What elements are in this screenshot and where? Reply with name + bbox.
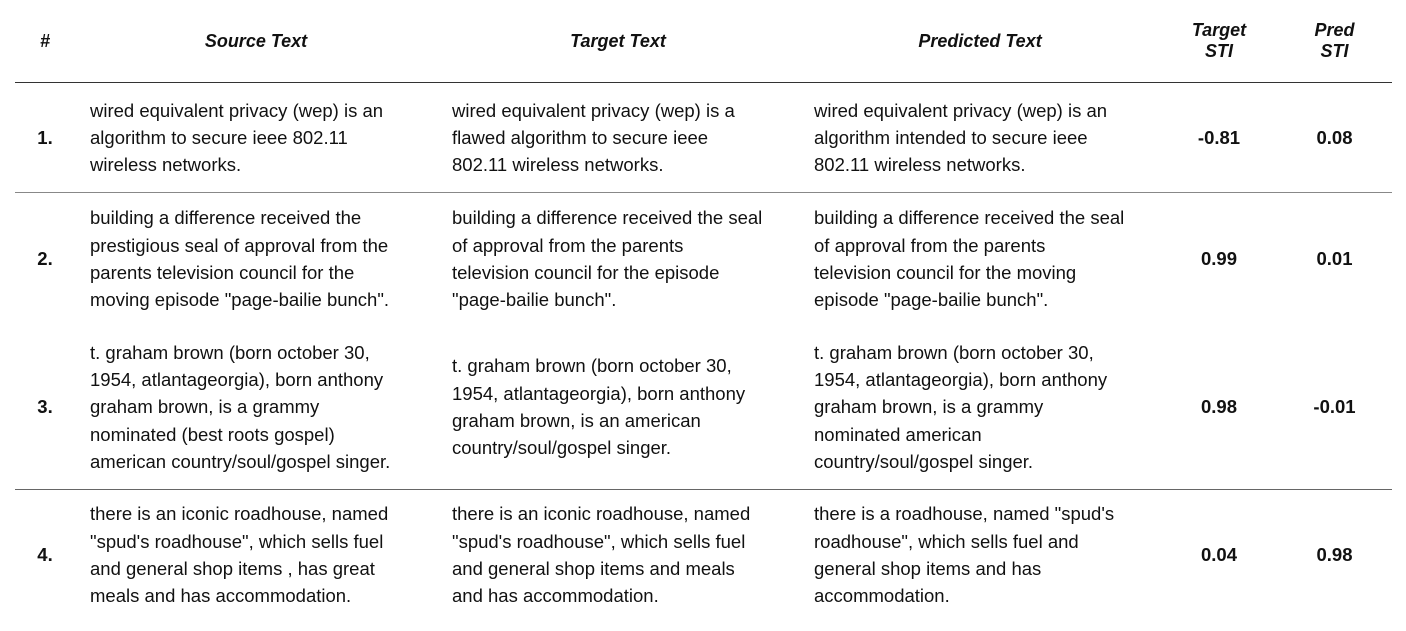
- text-line: country/soul/gospel singer.: [452, 437, 672, 459]
- target-text-cell: [437, 500, 799, 609]
- text-line: t. graham brown (born october 30,: [814, 341, 1094, 363]
- target-text-cell: [437, 204, 799, 313]
- text-line: wired equivalent privacy (wep) is an: [90, 99, 384, 121]
- text-line: general shop items and has: [814, 558, 1042, 579]
- text-line: building a difference received the: [90, 207, 362, 229]
- source-text-cell: [75, 339, 437, 475]
- target-sti-value: -0.81: [1197, 126, 1241, 148]
- text-line: of approval from the parents: [814, 234, 1046, 256]
- header-source-text: Source Text: [204, 30, 308, 51]
- text-line: parents television council for the: [90, 262, 355, 283]
- header-pred-sti-line2: STI: [1320, 41, 1349, 61]
- predicted-text-cell: [799, 500, 1161, 609]
- predicted-text-cell: [799, 204, 1161, 313]
- header-target-sti-line1: Target: [1191, 20, 1247, 40]
- header-target-sti: [1161, 20, 1277, 62]
- text-line: moving episode "page-bailie bunch".: [90, 289, 390, 311]
- text-line: wired equivalent privacy (wep) is an: [814, 99, 1108, 121]
- pred-sti-value: 0.08: [1316, 126, 1353, 148]
- text-line: algorithm intended to secure ieee: [814, 126, 1088, 148]
- text-line: graham brown, is an american: [452, 410, 701, 431]
- header-num: #: [39, 30, 50, 51]
- text-line: t. graham brown (born october 30,: [452, 355, 732, 377]
- text-line: 802.11 wireless networks.: [452, 154, 664, 176]
- header-target-text: Target Text: [570, 30, 666, 51]
- header-target-sti-line2: STI: [1204, 41, 1233, 61]
- text-line: t. graham brown (born october 30,: [90, 341, 370, 363]
- text-line: 802.11 wireless networks.: [814, 154, 1026, 176]
- predicted-text-cell: [799, 339, 1161, 475]
- target-sti-value: 0.04: [1200, 544, 1237, 566]
- text-line: nominated (best roots gospel): [90, 423, 335, 445]
- pred-sti-value: 0.01: [1316, 248, 1353, 270]
- text-line: wireless networks.: [90, 154, 242, 176]
- text-line: building a difference received the seal: [814, 207, 1125, 229]
- text-line: "spud's roadhouse", which sells fuel: [452, 530, 746, 552]
- header-predicted-text: Predicted Text: [918, 30, 1042, 51]
- row-number: 4.: [37, 544, 53, 566]
- text-line: there is an iconic roadhouse, named: [90, 503, 389, 525]
- text-line: wired equivalent privacy (wep) is a: [452, 99, 735, 121]
- target-text-cell: [437, 352, 799, 461]
- text-line: graham brown, is a grammy: [814, 396, 1044, 418]
- header-pred-sti-line1: Pred: [1314, 20, 1355, 40]
- source-text-cell: [75, 204, 437, 313]
- text-line: graham brown, is a grammy: [90, 396, 320, 418]
- source-text-cell: [75, 97, 437, 179]
- text-line: and has accommodation.: [452, 585, 659, 607]
- text-line: "page-bailie bunch".: [452, 289, 617, 311]
- text-line: television council for the moving: [814, 262, 1077, 283]
- text-line: episode "page-bailie bunch".: [814, 289, 1049, 311]
- table-row: [15, 325, 1392, 490]
- text-line: there is an iconic roadhouse, named: [452, 503, 751, 525]
- header-pred-sti: [1277, 20, 1392, 62]
- row-number: 2.: [37, 248, 53, 270]
- text-line: "spud's roadhouse", which sells fuel: [90, 530, 384, 552]
- text-line: television council for the episode: [452, 262, 720, 283]
- table-row: [15, 83, 1392, 193]
- text-line: country/soul/gospel singer.: [814, 450, 1034, 472]
- text-line: and general shop items , has great: [90, 558, 375, 579]
- text-line: of approval from the parents: [452, 234, 684, 256]
- text-line: accommodation.: [814, 585, 950, 607]
- text-line: and general shop items and meals: [452, 558, 735, 579]
- predicted-text-cell: [799, 97, 1161, 179]
- row-number: 3.: [37, 396, 53, 418]
- table-row: [15, 490, 1392, 620]
- text-line: there is a roadhouse, named "spud's: [814, 503, 1115, 525]
- text-line: algorithm to secure ieee 802.11: [90, 126, 348, 148]
- pred-sti-value: -0.01: [1313, 396, 1356, 418]
- text-line: flawed algorithm to secure ieee: [452, 126, 709, 148]
- target-sti-value: 0.98: [1200, 396, 1237, 418]
- text-line: meals and has accommodation.: [90, 585, 352, 607]
- table-header: [15, 0, 1392, 83]
- target-sti-value: 0.99: [1200, 248, 1237, 270]
- source-text-cell: [75, 500, 437, 609]
- text-line: 1954, atlantageorgia), born anthony: [452, 382, 746, 404]
- pred-sti-value: 0.98: [1316, 544, 1353, 566]
- comparison-table: [15, 0, 1392, 620]
- text-line: 1954, atlantageorgia), born anthony: [814, 369, 1108, 391]
- table-row: [15, 193, 1392, 325]
- text-line: roadhouse", which sells fuel and: [814, 530, 1079, 552]
- text-line: nominated american: [814, 423, 982, 445]
- text-line: 1954, atlantageorgia), born anthony: [90, 369, 384, 391]
- target-text-cell: [437, 97, 799, 179]
- row-number: 1.: [37, 126, 53, 148]
- text-line: building a difference received the seal: [452, 207, 763, 229]
- text-line: prestigious seal of approval from the: [90, 234, 389, 256]
- text-line: american country/soul/gospel singer.: [90, 450, 391, 472]
